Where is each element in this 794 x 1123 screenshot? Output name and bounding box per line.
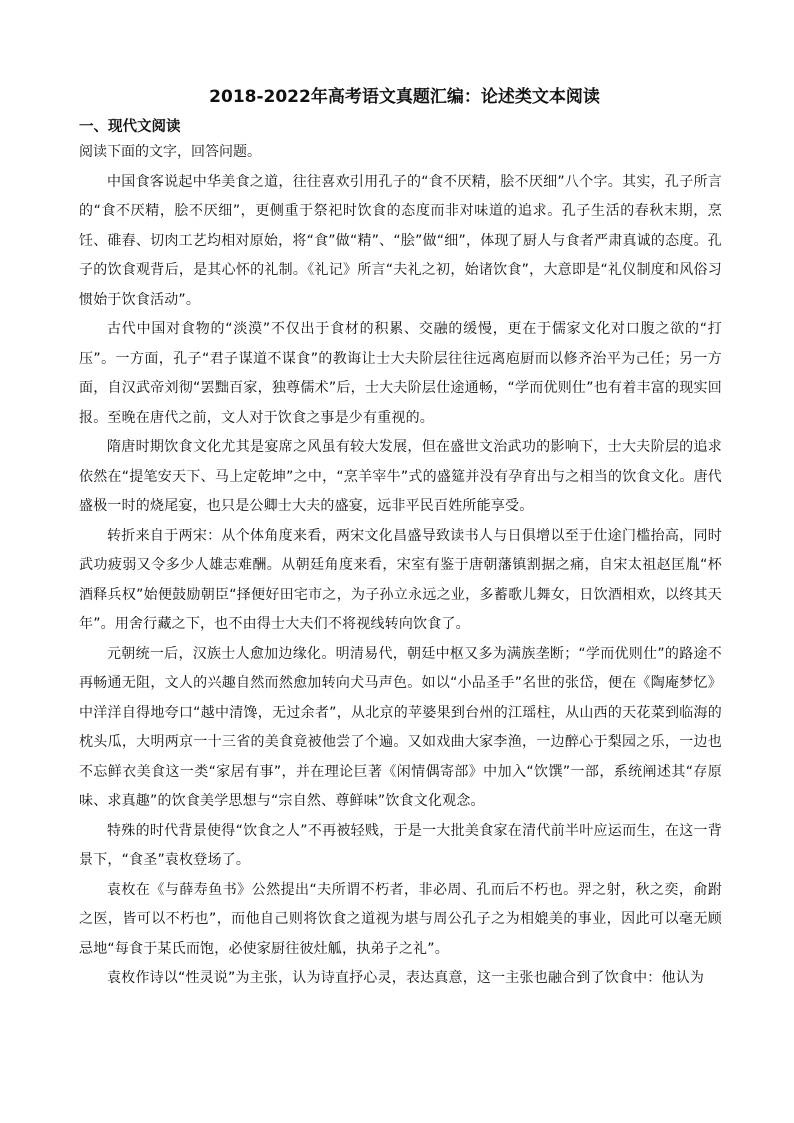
paragraph-7: 袁枚在《与薛寿鱼书》公然提出“夫所谓不朽者，非必周、孔而后不朽也。羿之射，秋之奕，俞跗之医，皆可以不朽也”，而他自己则将饮食之道视为堪与周公孔子之为相媲美的事业，因此可以毫无顾忌地“每食于某氏而饱，必使家厨往彼灶觚，执弟子之礼”。 [79,881,722,957]
paragraph-3: 隋唐时期饮食文化尤其是宴席之风虽有较大发展，但在盛世文治武功的影响下，士大夫阶层的追求依然在“提笔安天下、马上定乾坤”之中，“烹羊宰牛”式的盛筵并没有孕育出与之相当的饮食文化。唐代盛极一时的烧尾宴，也只是公卿士大夫的盛宴，远非平民百姓所能享受。 [79,439,722,514]
paragraph-8: 袁枚作诗以“性灵说”为主张，认为诗直抒心灵，表达真意，这一主张也融合到了饮食中：他认为 [107,970,705,986]
paragraph-2: 古代中国对食物的“淡漠”不仅出于食材的积累、交融的缓慢，更在于儒家文化对口腹之欲的“打压”。一方面，孔子“君子谋道不谋食”的教诲让士大夫阶层往往远离庖厨而以修齐治平为己任；另一方面，自汉武帝刘彻“罢黜百家，独尊儒术”后，士大夫阶层仕途通畅，“学而优则仕”也有着丰富的现实回报。至晚在唐代之前，文人对于饮食之事是少有重视的。 [79,321,722,426]
paragraph-6: 特殊的时代背景使得“饮食之人”不再被轻贱，于是一大批美食家在清代前半叶应运而生，在这一背景下，“食圣”袁枚登场了。 [79,822,722,868]
paragraph-5: 元朝统一后，汉族士人愈加边缘化。明清易代，朝廷中枢又多为满族垄断；“学而优则仕”的路途不再畅通无阻，文人的兴趣自然而然愈加转向犬马声色。如以“小品圣手”名世的张岱，便在《陶庵梦忆》中洋洋自得地夸口“越中清馋，无过余者”，从北京的苹婆果到台州的江瑶柱，从山西的天花菜到临海的枕头瓜，大明两京一十三省的美食竟被他尝了个遍。又如戏曲大家李渔，一边醉心于梨园之乐，一边也不忘鲜衣美食这一类“家居有事”，并在理论巨著《闲情偶寄部》中加入“饮馔”一部，系统阐述其“存原味、求真趣”的饮食美学思想与“宗自然、尊鲜味”饮食文化观念。 [79,645,722,809]
document-title: 2018-2022年高考语文真题汇编：论述类文本阅读 [209,87,600,107]
paragraph-1: 中国食客说起中华美食之道，往往喜欢引用孔子的“食不厌精，脍不厌细”八个字。其实，孔子所言的“食不厌精，脍不厌细”，更侧重于祭祀时饮食的态度而非对味道的追求。孔子生活的春秋末期，烹饪、碓舂、切肉工艺均相对原始，将“食”做“精”、“脍”做“细”，体现了厨人与食者严肃真诚的态度。孔子的饮食观背后，是其心怀的礼制。《礼记》所言“夫礼之初，始诸饮食”，大意即是“礼仪制度和风俗习惯始于饮食活动”。 [79,173,722,308]
paragraph-4: 转折来自于两宋：从个体角度来看，两宋文化昌盛导致读书人与日俱增以至于仕途门槛抬高，同时武功疲弱又令多少人雄志难酬。从朝廷角度来看，宋室有鉴于唐朝藩镇割据之痛，自宋太祖赵匡胤“杯酒释兵权”始便鼓励朝臣“择便好田宅市之，为子孙立永远之业，多蓄歌儿舞女，日饮酒相欢，以终其天年”。用舍行藏之下，也不由得士大夫们不将视线转向饮食了。 [79,527,722,632]
section-heading: 一、现代文阅读 [79,119,181,135]
reading-instruction: 阅读下面的文字，回答问题。 [79,144,261,160]
